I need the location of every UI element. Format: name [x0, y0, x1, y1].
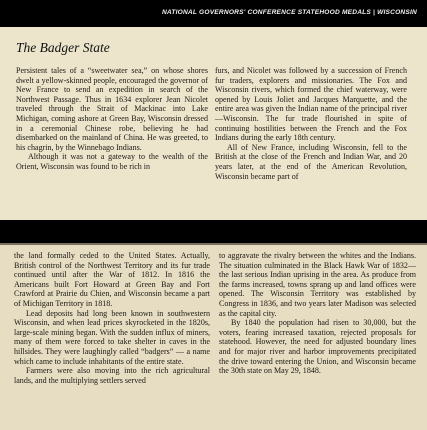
- separator-band: [0, 220, 427, 245]
- lower-right-column: [219, 251, 416, 376]
- running-header: NATIONAL GOVERNORS' CONFERENCE STATEHOOD MEDALS | WISCONSIN: [161, 9, 417, 16]
- paragraph: furs, and Nicolet was followed by a succession of French fur traders, explorers and missionaries. The Fox and Wisconsin rivers, which formed the chief waterway, were opened by Louis Joliet and Jacques Marquette, and the entire area was given the Indian name of the principal river—Wisconsin. The fur trade flourished in spite of continuing hostilities between the French and the Fox Indians during the early 18th century.: [215, 66, 407, 143]
- section-title: The Badger State: [16, 40, 110, 55]
- paragraph: Lead deposits had long been known in southwestern Wisconsin, and when lead prices skyrocketed in the 1820s, large-scale mining began. With the sudden influx of miners, many of them were forced to take shelter in caves in the hillsides. They were laughingly called “badgers” — a name which came to include inhabitants of the entire state.: [14, 308, 210, 366]
- paragraph: Although it was not a gateway to the wealth of the Orient, Wisconsin was found to be rich in: [16, 152, 208, 171]
- lower-panel: [0, 245, 427, 430]
- paragraph: Persistent tales of a “sweetwater sea,” on whose shores dwelt a yellow-skinned people, encouraged the governor of New France to send an expedition in search of the Northwest Passage. Thus in 1634 explorer Jean Nicolet traveled through the Strait of Mackinac into Lake Michigan, coming ashore at Green Bay, Wisconsin dressed in a ceremonial Chinese robe, believing he had disembarked on the mainland of China. He was greeted, to his chagrin, by the Winnebago Indians.: [16, 66, 208, 152]
- paragraph: Farmers were also moving into the rich agricultural lands, and the multiplying settlers served: [14, 366, 210, 385]
- upper-panel: [0, 27, 427, 220]
- upper-left-column: [16, 66, 208, 172]
- upper-right-column: [215, 66, 407, 181]
- paragraph: to aggravate the rivalry between the whites and the Indians. The situation culminated in the Black Hawk War of 1832—the last serious Indian uprising in the area. As produce from the farms increased, towns sprang up and land offices were opened. The Wisconsin Territory was established by Congress in 1836, and two years later Madison was selected as the capital city.: [219, 251, 416, 318]
- paragraph: By 1840 the population had risen to 30,000, but the voters, fearing increased taxation, rejected proposals for statehood. However, the need for adjusted boundary lines and for major river and harbor improvements precipitated the drive toward entering the Union, and Wisconsin became the 30th state on May 29, 1848.: [219, 318, 416, 376]
- paragraph: the land formally ceded to the United States. Actually, British control of the Northwest Territory and its fur trade continued until after the War of 1812. In 1816 the Americans built Fort Howard at Green Bay and Fort Crawford at Prairie du Chien, and Wisconsin became a part of Michigan Territory in 1818.: [14, 251, 210, 308]
- paragraph: All of New France, including Wisconsin, fell to the British at the close of the French and Indian War, and 20 years later, at the end of the American Revolution, Wisconsin became part of: [215, 142, 407, 181]
- lower-left-column: [14, 251, 210, 385]
- header-band: [0, 0, 427, 27]
